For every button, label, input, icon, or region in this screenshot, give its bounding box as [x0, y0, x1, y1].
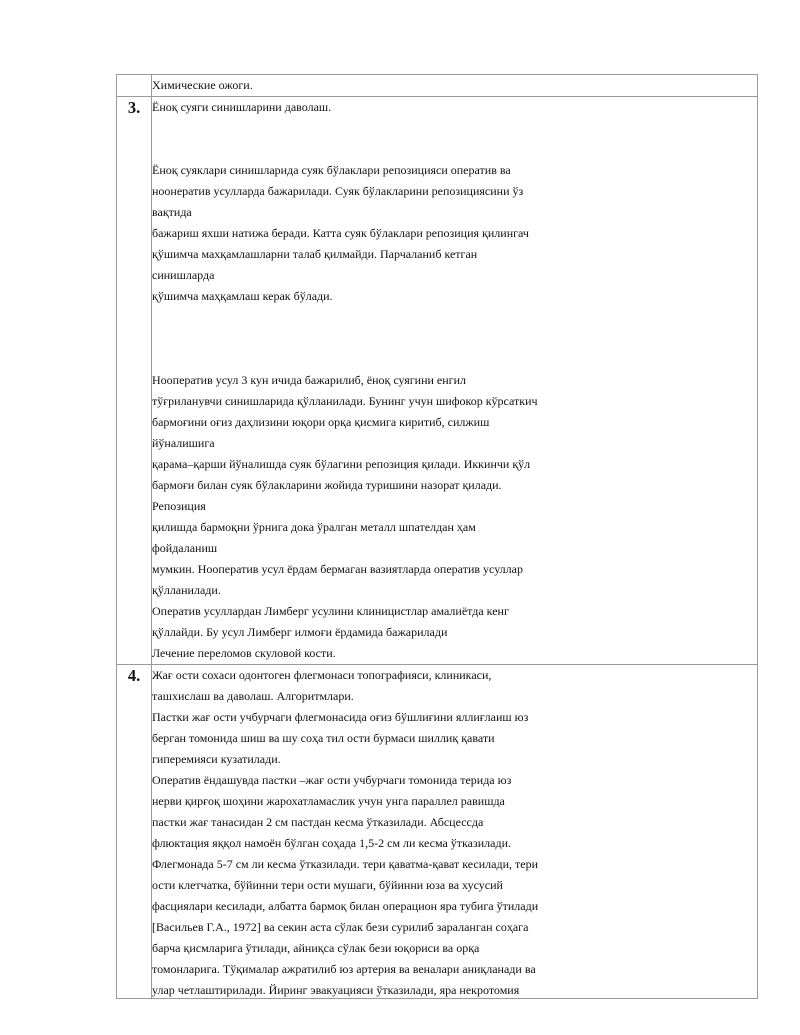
- text-line: бажариш яхши натижа беради. Катта суяк бўлаклари репозиция қилингач: [152, 226, 529, 240]
- text-line: [Васильев Г.А., 1972] ва секин аста сўлак бези сурилиб зараланган соҳага: [152, 920, 529, 934]
- text-line: Нооператив усул 3 кун ичида бажарилиб, ёноқ суягини енгил: [152, 373, 467, 387]
- spacer: [152, 118, 757, 160]
- text-line: қарама–қарши йўналишда суяк бўлагини репозиция қилади. Иккинчи қўл: [152, 457, 531, 471]
- row-content-cell: [152, 75, 758, 97]
- table-row: [117, 75, 758, 97]
- text-line: қўшимча маҳқамлаш керак бўлади.: [152, 289, 333, 303]
- text-line: синишларда: [152, 268, 215, 282]
- text-line: Флегмонада 5-7 см ли кесма ўтказилади. тери қаватма-қават кесилади, тери: [152, 857, 539, 871]
- text-line: қўлланилади.: [152, 583, 221, 597]
- text-line: ташхислаш ва даволаш. Алгоритмлари.: [152, 689, 354, 703]
- text-line: томонларига. Тўқималар ажратилиб юз артерия ва веналари аниқланади ва: [152, 962, 536, 976]
- row-number-cell: [117, 75, 152, 97]
- text-line: қўшимча махқамлашларни талаб қилмайди. Парчаланиб кетган: [152, 247, 478, 261]
- text-line: пастки жағ танасидан 2 см пастдан кесма ўтказилади. Абсцессда: [152, 815, 484, 829]
- text-line: қилишда бармоқни ўрнига дока ўралган металл шпателдан ҳам: [152, 520, 476, 534]
- text-line: фасциялари кесилади, албатта бармоқ билан операцион яра тубига ўтилади: [152, 899, 539, 913]
- text-line: флюктация яққол намоён бўлган соҳада 1,5-2 см ли кесма ўтказилади.: [152, 836, 511, 850]
- content-table: [116, 74, 758, 999]
- spacer: [152, 349, 757, 370]
- text-line: Лечение переломов скуловой кости.: [152, 646, 336, 660]
- text-line: тўғриланувчи синишларида қўлланилади. Бунинг учун шифокор кўрсаткич: [152, 394, 538, 408]
- text-line: ости клетчатка, бўйинни тери ости мушаги, бўйинни юза ва хусусий: [152, 878, 503, 892]
- text-line: Оператив усуллардан Лимберг усулини клиницистлар амалиётда кенг: [152, 604, 509, 618]
- text-line: бармоғини оғиз даҳлизини юқори орқа қисмига киритиб, силжиш: [152, 415, 490, 429]
- text-line: берган томонида шиш ва шу соҳа тил ости бурмаси шиллиқ қавати: [152, 731, 495, 745]
- text-line: Ёноқ суяклари синишларида суяк бўлаклари репозицияси оператив ва: [152, 163, 511, 177]
- text-line: Жағ ости сохаси одонтоген флегмонаси топографияси, клиникаси,: [152, 668, 492, 682]
- spacer: [152, 307, 757, 349]
- text-line: Репозиция: [152, 499, 206, 513]
- section-title: Ёноқ суяги синишларини даволаш.: [152, 100, 332, 114]
- row-content-cell: [152, 97, 758, 665]
- text-line: барча қисмларига ўтилади, айниқса сўлак бези юқориси ва орқа: [152, 941, 480, 955]
- row-content-cell: [152, 665, 758, 999]
- text-line: фойдаланиш: [152, 541, 218, 555]
- text-line: йўналишига: [152, 436, 215, 450]
- text-line: ноонератив усулларда бажарилади. Суяк бўлакларини репозициясини ўз: [152, 184, 524, 198]
- text-line: бармоғи билан суяк бўлакларини жойида туришини назорат қилади.: [152, 478, 502, 492]
- text-line: мумкин. Нооператив усул ёрдам бермаган вазиятларда оператив усуллар: [152, 562, 523, 576]
- text-line: қўллайди. Бу усул Лимберг илмоғи ёрдамида бажарилади: [152, 625, 448, 639]
- table-row: [117, 665, 758, 999]
- text-line: Пастки жағ ости учбурчаги флегмонасида оғиз бўшлиғини яллиғлаиш юз: [152, 710, 529, 724]
- text-line: вақтида: [152, 205, 192, 219]
- table-row: [117, 97, 758, 665]
- text-line: гиперемияси кузатилади.: [152, 752, 281, 766]
- row-number-cell: 4.: [117, 665, 152, 999]
- text-line: Химические ожоги.: [152, 78, 253, 92]
- text-line: улар четлаштирилади. Йиринг эвакуацияси ўтказилади, яра некротомия: [152, 983, 520, 997]
- row-number-cell: 3.: [117, 97, 152, 665]
- text-line: Оператив ёндашувда пастки –жағ ости учбурчаги томонида терида юз: [152, 773, 512, 787]
- text-line: нерви қирғоқ шоҳини жарохатламаслик учун унга параллел равишда: [152, 794, 505, 808]
